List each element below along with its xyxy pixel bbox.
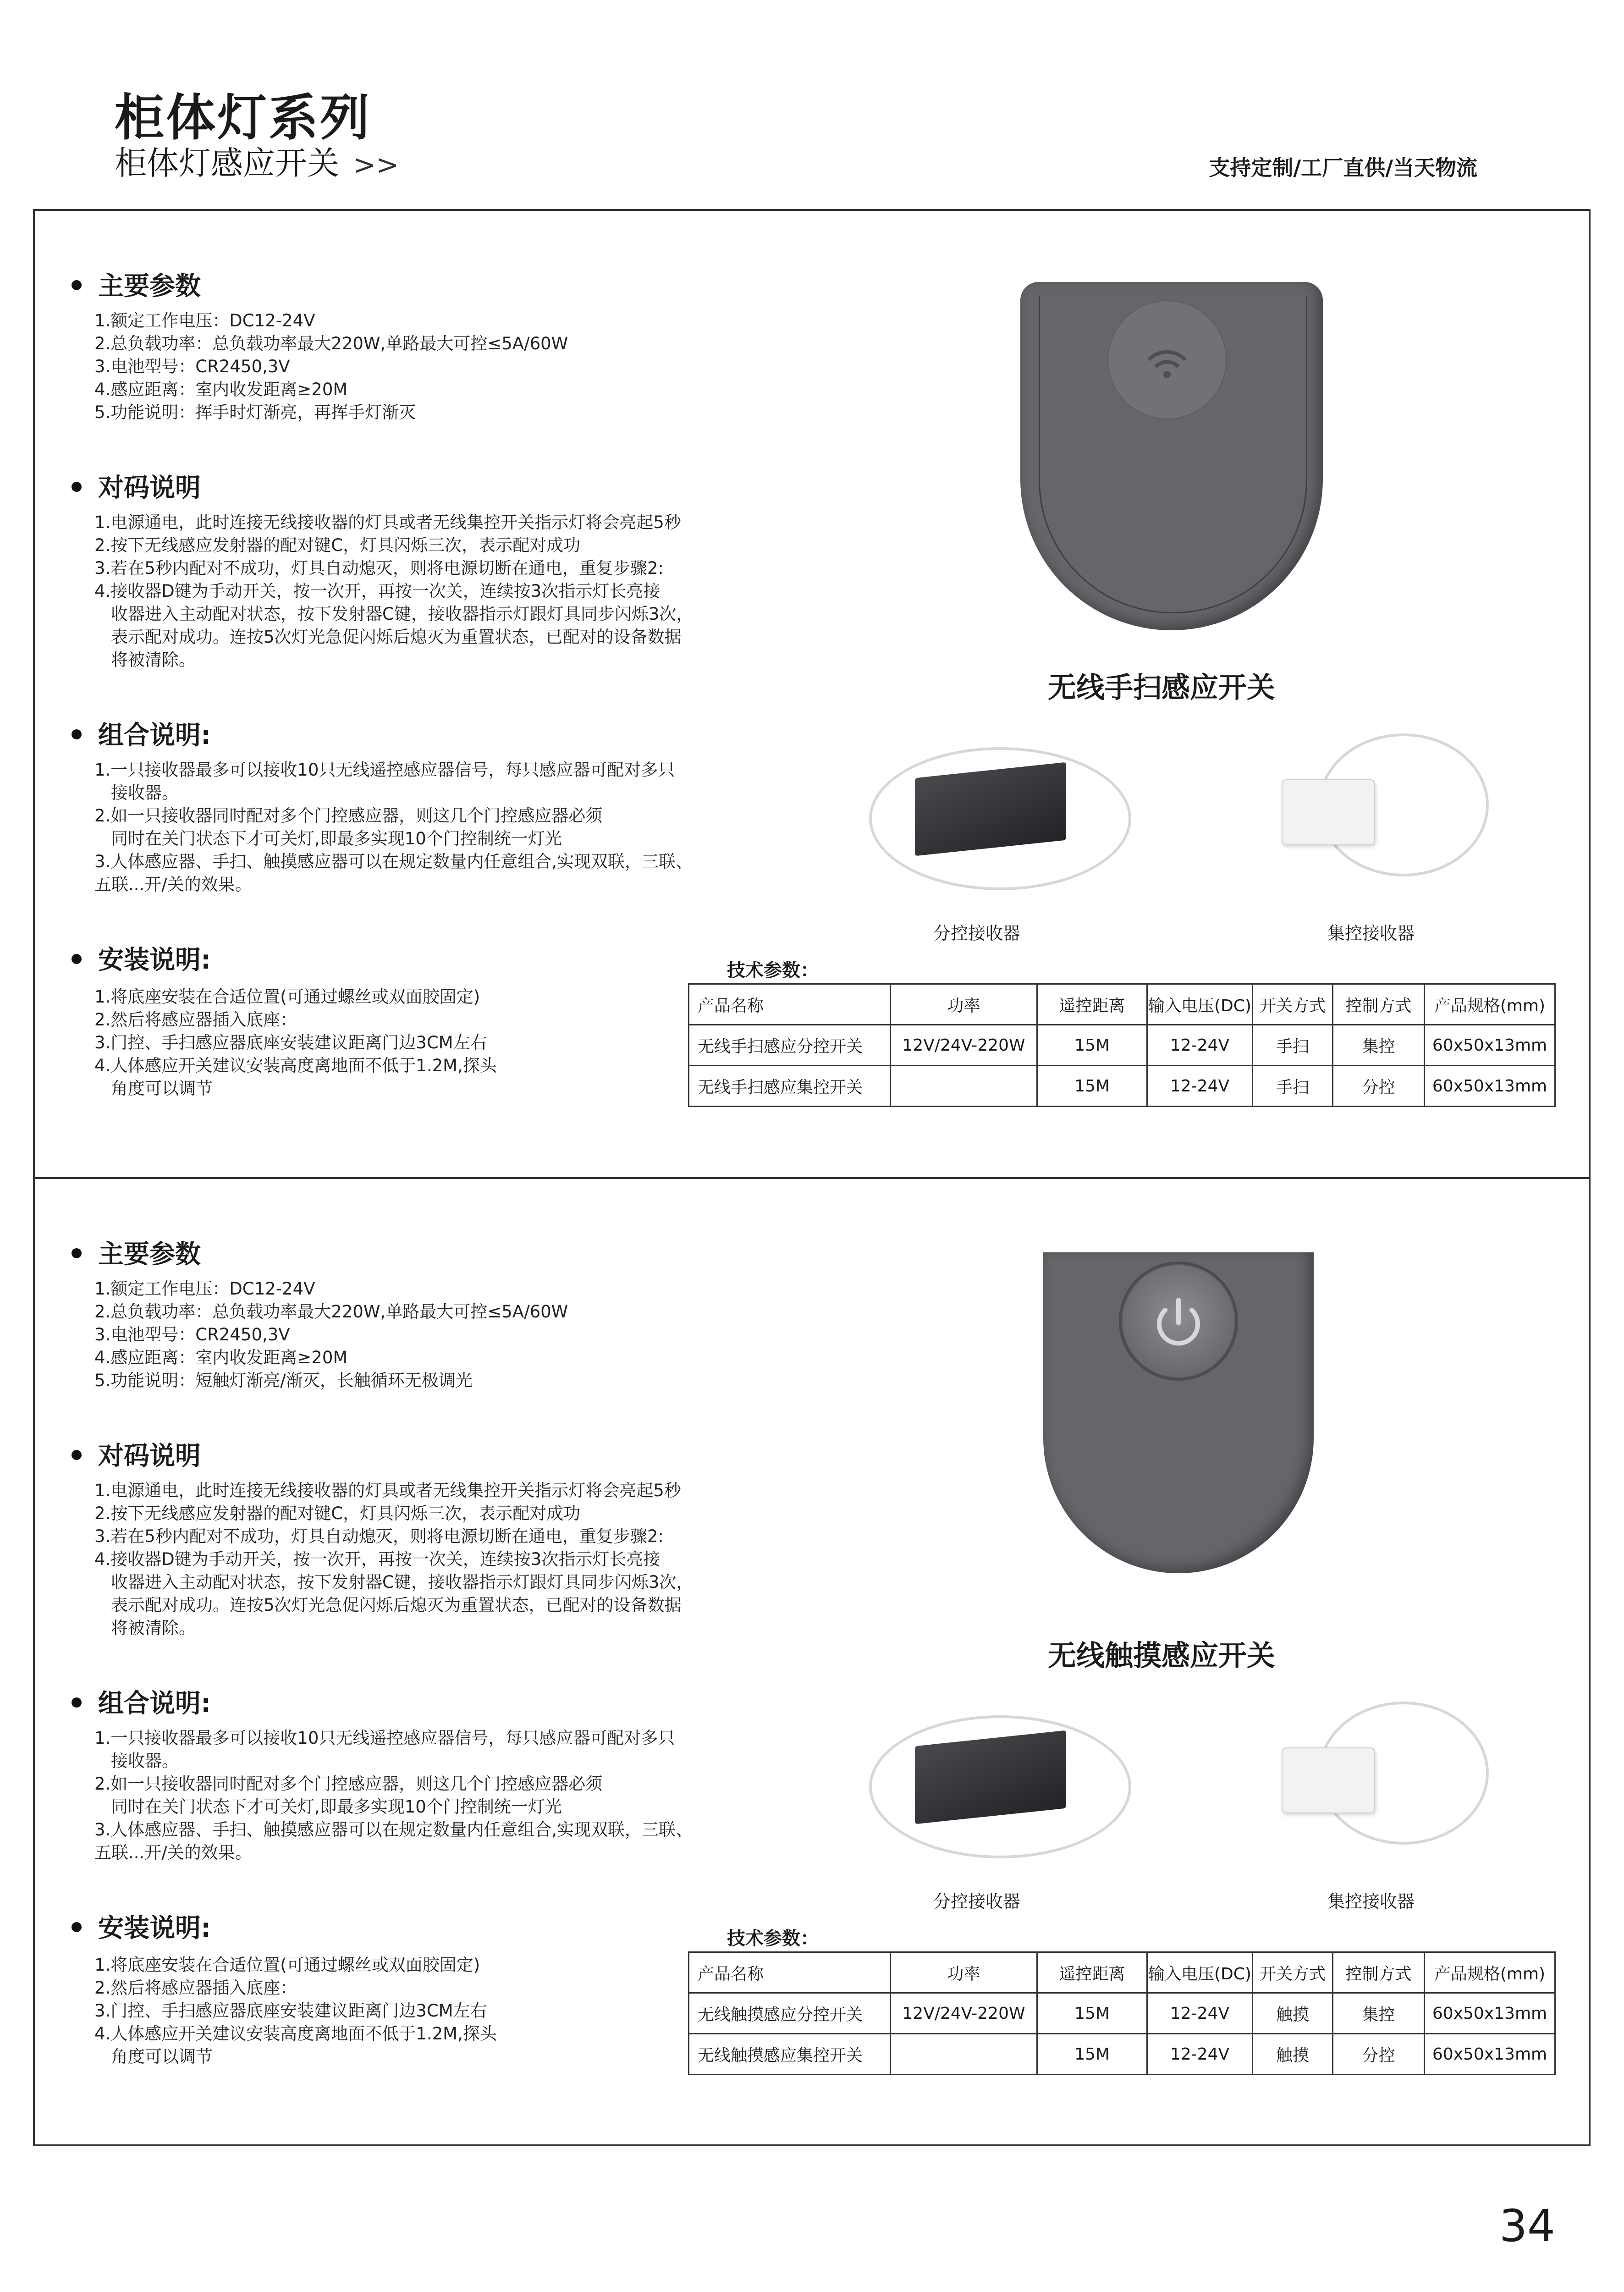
table-row: 无线手扫感应集控开关 15M 12-24V 手扫 分控 60x50x13mm <box>689 1066 1555 1107</box>
section-body: 1.电源通电，此时连接无线接收器的灯具或者无线集控开关指示灯将会亮起5秒 2.按下无线感应发射器的配对键C，灯具闪烁三次，表示配对成功 3.若在5秒内配对不成功，灯具自动熄灭，则将电源切断在通电，重复步骤2: 4.接收器D键为手动开关，按一次开，再按一次关，连续按3次指示灯长亮接 收器进入主动配对状态，按下发射器C键，接收器指示灯跟灯具同步闪烁3次， 表示配对成功。连按5次灯光急促闪烁后熄灭为重置状态，已配对的设备数据 将被清除。 <box>94 512 694 670</box>
spec-table <box>688 1951 1556 2075</box>
central-receiver-image <box>1250 1697 1506 1880</box>
receiver-label: 集控接收器 <box>1327 923 1415 943</box>
chevron-right-icon: >> <box>353 149 399 181</box>
section-title: 安装说明: <box>72 940 211 976</box>
page-title: 柜体灯系列 <box>115 89 372 147</box>
receiver-label: 分控接收器 <box>933 1891 1021 1912</box>
table-header-row: 产品名称 功率 遥控距离 输入电压(DC) 开关方式 控制方式 产品规格(mm) <box>689 1952 1555 1993</box>
page-subtitle <box>115 138 399 184</box>
table-header-row: 产品名称 功率 遥控距离 输入电压(DC) 开关方式 控制方式 产品规格(mm) <box>689 984 1555 1025</box>
section-title: 主要参数 <box>72 266 201 303</box>
bullet-icon <box>72 1248 82 1258</box>
section-body: 1.一只接收器最多可以接收10只无线遥控感应器信号，每只感应器可配对多只 接收器。 2.如一只接收器同时配对多个门控感应器，则这几个门控感应器必须 同时在关门状态下才可关灯,即最多实现10个门控制统一灯光 3.人体感应器、手扫、触摸感应器可以在规定数量内任意组合,实现双联，三联、 五联...开/关的效果。 <box>94 1728 693 1862</box>
receiver-label: 集控接收器 <box>1327 1891 1415 1912</box>
bullet-icon <box>72 482 82 492</box>
central-receiver-image <box>1250 729 1506 912</box>
section-body: 1.电源通电，此时连接无线接收器的灯具或者无线集控开关指示灯将会亮起5秒 2.按下无线感应发射器的配对键C，灯具闪烁三次，表示配对成功 3.若在5秒内配对不成功，灯具自动熄灭，则将电源切断在通电，重复步骤2: 4.接收器D键为手动开关，按一次开，再按一次关，连续按3次指示灯长亮接 收器进入主动配对状态，按下发射器C键，接收器指示灯跟灯具同步闪烁3次， 表示配对成功。连按5次灯光急促闪烁后熄灭为重置状态，已配对的设备数据 将被清除。 <box>94 1481 694 1638</box>
section-title: 组合说明: <box>72 715 211 752</box>
table-row: 无线触摸感应分控开关 12V/24V-220W 15M 12-24V 触摸 集控 60x50x13mm <box>689 1993 1555 2034</box>
bullet-icon <box>72 280 82 290</box>
table-row: 无线手扫感应分控开关 12V/24V-220W 15M 12-24V 手扫 集控 60x50x13mm <box>689 1025 1555 1066</box>
split-receiver-image <box>869 1697 1126 1880</box>
subtitle-text: 柜体灯感应开关 <box>115 144 339 182</box>
sensor-pad <box>1107 300 1227 419</box>
section-title: 组合说明: <box>72 1683 211 1720</box>
bullet-icon <box>72 1697 82 1708</box>
wifi-icon <box>1107 300 1227 419</box>
bullet-icon <box>72 729 82 739</box>
section-body: 1.额定工作电压：DC12-24V 2.总负载功率：总负载功率最大220W,单路最大可控≤5A/60W 3.电池型号：CR2450,3V 4.感应距离：室内收发距离≥20M 5.功能说明：挥手时灯渐亮，再挥手灯渐灭 <box>94 311 568 422</box>
bullet-icon <box>72 954 82 964</box>
section-title: 主要参数 <box>72 1234 201 1271</box>
section-body: 1.额定工作电压：DC12-24V 2.总负载功率：总负载功率最大220W,单路最大可控≤5A/60W 3.电池型号：CR2450,3V 4.感应距离：室内收发距离≥20M 5.功能说明：短触灯渐亮/渐灭，长触循环无极调光 <box>94 1279 568 1390</box>
section-title: 对码说明 <box>72 468 201 504</box>
product-panel-2 <box>33 1177 1591 2146</box>
product-panel-1 <box>33 209 1591 1179</box>
product-name: 无线手扫感应开关 <box>1048 671 1276 704</box>
table-row: 无线触摸感应集控开关 15M 12-24V 触摸 分控 60x50x13mm <box>689 2034 1555 2075</box>
product-name: 无线触摸感应开关 <box>1048 1639 1276 1672</box>
section-title: 对码说明 <box>72 1436 201 1472</box>
receiver-label: 分控接收器 <box>933 923 1021 943</box>
tech-params-label: 技术参数： <box>727 1928 819 1949</box>
tagline: 支持定制/工厂直供/当天物流 <box>1209 155 1477 180</box>
page-number: 34 <box>1499 2200 1555 2252</box>
power-icon <box>1122 1264 1235 1378</box>
section-body: 1.将底座安装在合适位置(可通过螺丝或双面胶固定) 2.然后将感应器插入底座： 3.门控、手扫感应器底座安装建议距离门边3CM左右 4.人体感应开关建议安装高度离地面不低于1.2M,探头 角度可以调节 <box>94 987 497 1098</box>
bullet-icon <box>72 1922 82 1932</box>
section-title: 安装说明: <box>72 1908 211 1945</box>
section-body: 1.一只接收器最多可以接收10只无线遥控感应器信号，每只感应器可配对多只 接收器。 2.如一只接收器同时配对多个门控感应器，则这几个门控感应器必须 同时在关门状态下才可关灯,即最多实现10个门控制统一灯光 3.人体感应器、手扫、触摸感应器可以在规定数量内任意组合,实现双联，三联、 五联...开/关的效果。 <box>94 760 693 894</box>
tech-params-label: 技术参数： <box>727 960 819 981</box>
touch-button <box>1119 1262 1238 1381</box>
section-body: 1.将底座安装在合适位置(可通过螺丝或双面胶固定) 2.然后将感应器插入底座： 3.门控、手扫感应器底座安装建议距离门边3CM左右 4.人体感应开关建议安装高度离地面不低于1.2M,探头 角度可以调节 <box>94 1955 497 2066</box>
split-receiver-image <box>869 729 1126 912</box>
bullet-icon <box>72 1450 82 1460</box>
spec-table <box>688 983 1556 1107</box>
